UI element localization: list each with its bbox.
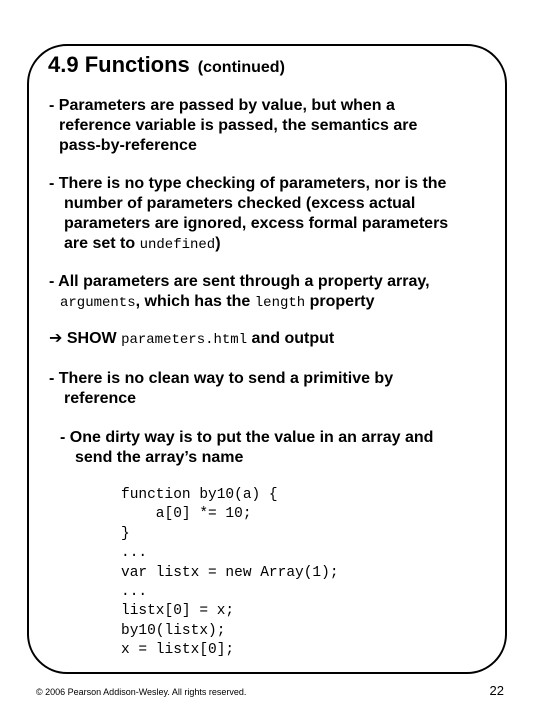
- text: and output: [247, 330, 335, 347]
- line: reference: [64, 390, 137, 407]
- text: property: [305, 293, 375, 310]
- line: pass-by-reference: [59, 137, 197, 154]
- text: ): [215, 235, 221, 252]
- code-block: function by10(a) { a[0] *= 10; } ... var listx = new Array(1); ... listx[0] = x; by10(listx); x = listx[0];: [121, 487, 339, 659]
- title-main: 4.9 Functions: [48, 52, 190, 77]
- bullet-dirty-way: [60, 428, 433, 468]
- show-parameters-line: [49, 329, 334, 350]
- code-undefined: undefined: [139, 237, 216, 253]
- line: parameters are ignored, excess formal parameters: [64, 215, 449, 232]
- slide-title: [48, 52, 285, 78]
- line: - One dirty way is to put the value in an array and: [60, 429, 434, 446]
- bullet-no-clean-way: [49, 369, 393, 409]
- line: [49, 292, 430, 313]
- text: are set to: [64, 235, 140, 252]
- line: [49, 234, 448, 255]
- line: - Parameters are passed by value, but when a: [49, 97, 395, 114]
- line: reference variable is passed, the semantics are: [59, 117, 418, 134]
- line: - All parameters are sent through a property array,: [49, 273, 430, 290]
- bullet-pass-by-value: [49, 96, 417, 156]
- code-length: length: [254, 295, 306, 311]
- line: - There is no type checking of parameters, nor is the: [49, 175, 447, 192]
- bullet-arguments-array: [49, 272, 430, 313]
- page-number: 22: [489, 683, 504, 698]
- bullet-type-checking: [49, 174, 448, 255]
- code-parameters-html: parameters.html: [121, 332, 248, 348]
- footer-copyright: © 2006 Pearson Addison-Wesley. All rights reserved.: [36, 687, 247, 697]
- text: , which has the: [135, 293, 255, 310]
- line: send the array’s name: [75, 449, 244, 466]
- text: SHOW: [62, 330, 122, 347]
- line: number of parameters checked (excess actual: [64, 195, 416, 212]
- code-arguments: arguments: [60, 295, 136, 311]
- line: - There is no clean way to send a primitive by: [49, 370, 394, 387]
- arrow-right-icon: ➔: [49, 330, 63, 347]
- title-suffix: (continued): [197, 59, 285, 76]
